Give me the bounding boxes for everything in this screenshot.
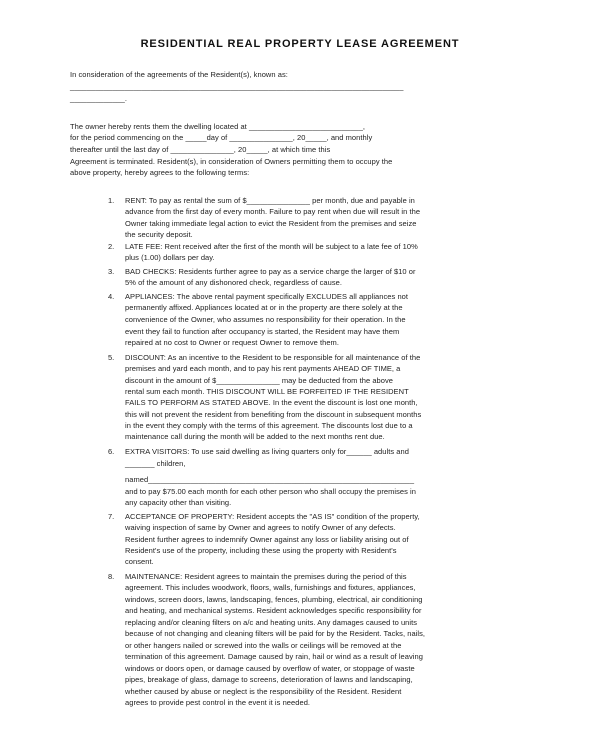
term-visitors-line: named_______________________________________________________________: [125, 475, 415, 484]
term-number: 8.: [108, 572, 115, 581]
term-late-fee-line: plus (1.00) dollars per day.: [125, 253, 215, 262]
term-late-fee-line: LATE FEE: Rent received after the first of the month will be subject to a late fee of 10%: [125, 242, 418, 251]
term-maintenance-line: whether caused by abuse or neglect is the responsibility of the Resident. Resident: [125, 687, 402, 696]
term-rent-line: the security deposit.: [125, 230, 193, 239]
preamble-line: above property, hereby agrees to the following terms:: [70, 168, 250, 177]
term-discount-line: premises and yard each month, and to pay his rent payments AHEAD OF TIME, a: [125, 364, 401, 373]
term-acceptance-line: ACCEPTANCE OF PROPERTY: Resident accepts the "AS IS" condition of the property,: [125, 512, 420, 521]
term-maintenance-line: MAINTENANCE: Resident agrees to maintain the premises during the period of this: [125, 572, 407, 581]
term-discount-line: this will not prevent the resident from benefiting from the discount in subsequent months: [125, 410, 422, 419]
term-number: 3.: [108, 267, 115, 276]
term-acceptance-line: Resident further agrees to indemnify Owner against any loss or liability arising out of: [125, 535, 409, 544]
term-number: 7.: [108, 512, 115, 521]
term-number: 5.: [108, 353, 115, 362]
term-rent-line: Owner taking immediate legal action to evict the Resident from the premises and seize: [125, 219, 417, 228]
term-maintenance-line: termination of this agreement. Damage caused by rain, hail or wind as a result of leaving: [125, 652, 423, 661]
term-maintenance-line: windows or doors open, or damage caused by overflow of water, or stoppage of waste: [125, 664, 415, 673]
intro-blank-line: _____________.: [70, 94, 128, 103]
preamble-line: for the period commencing on the _____day of _______________, 20_____, and monthly: [70, 133, 373, 142]
term-maintenance-line: replacing and/or cleaning filters on a/c and heating units. Any damages caused to units: [125, 618, 418, 627]
term-maintenance-line: and heating, and mechanical systems. Resident acknowledges specific responsibility for: [125, 606, 422, 615]
term-bad-checks-line: 5% of the amount of any dishonored check, regardless of cause.: [125, 278, 342, 287]
term-discount-line: rental sum each month. THIS DISCOUNT WILL BE FORFEITED IF THE RESIDENT: [125, 387, 409, 396]
term-maintenance-line: agreement. This includes woodwork, floors, walls, furnishings and fixtures, appliances,: [125, 583, 416, 592]
intro-blank-line: _______________________________________________________________________________: [70, 82, 404, 91]
term-acceptance-line: waiving inspection of same by Owner and agrees to notify Owner of any defects.: [125, 523, 396, 532]
term-discount-line: FAILS TO PERFORM AS STATED ABOVE. In the event the discount is lost one month,: [125, 398, 418, 407]
term-acceptance-line: consent.: [125, 557, 154, 566]
term-rent-line: RENT: To pay as rental the sum of $_______________ per month, due and payable in: [125, 196, 415, 205]
term-visitors-line: _______ children,: [125, 459, 186, 468]
term-maintenance-line: agrees to provide pest control in the event it is needed.: [125, 698, 311, 707]
term-maintenance-line: windows, screen doors, lawns, landscaping, fences, plumbing, electrical, air conditioning: [125, 595, 423, 604]
term-appliances-line: convenience of the Owner, who assumes no responsibility for their operation. In the: [125, 315, 406, 324]
term-maintenance-line: pipes, breakage of glass, damage to screens, deterioration of lawns and landscaping,: [125, 675, 413, 684]
document-title: RESIDENTIAL REAL PROPERTY LEASE AGREEMENT: [140, 38, 460, 50]
term-rent-line: advance from the first day of every month. Failure to pay rent when due will result in the: [125, 207, 421, 216]
term-maintenance-line: because of not changing and cleaning filters will be paid for by the Resident. Tacks, nails,: [125, 629, 426, 638]
term-discount-line: DISCOUNT: As an incentive to the Resident to be responsible for all maintenance of the: [125, 353, 421, 362]
term-appliances-line: APPLIANCES: The above rental payment specifically EXCLUDES all appliances not: [125, 292, 409, 301]
term-acceptance-line: Resident's use of the property, including these using the property with Resident's: [125, 546, 397, 555]
term-visitors-line: and to pay $75.00 each month for each other person who shall occupy the premises in: [125, 487, 416, 496]
term-number: 1.: [108, 196, 115, 205]
term-number: 4.: [108, 292, 115, 301]
term-appliances-line: permanently affixed. Appliances located at or in the property are there solely at the: [125, 303, 403, 312]
preamble-line: The owner hereby rents them the dwelling located at ___________________________,: [70, 122, 366, 131]
term-discount-line: maintenance call during the month will be added to the next months rent due.: [125, 432, 385, 441]
term-number: 2.: [108, 242, 115, 251]
term-visitors-line: any capacity other than visiting.: [125, 498, 232, 507]
term-visitors-line: EXTRA VISITORS: To use said dwelling as living quarters only for______ adults and: [125, 447, 409, 456]
term-discount-line: discount in the amount of $_______________ may be deducted from the above: [125, 376, 394, 385]
term-discount-line: in the event they comply with the terms of this agreement. The discounts lost due to a: [125, 421, 413, 430]
term-appliances-line: repaired at no cost to Owner or request Owner to remove them.: [125, 338, 339, 347]
term-bad-checks-line: BAD CHECKS: Residents further agree to pay as a service charge the larger of $10 or: [125, 267, 416, 276]
intro-line: In consideration of the agreements of the Resident(s), known as:: [70, 70, 288, 79]
term-number: 6.: [108, 447, 115, 456]
preamble-line: Agreement is terminated. Resident(s), in consideration of Owners permitting them to occupy the: [70, 157, 393, 166]
preamble-line: thereafter until the last day of _______________, 20_____, at which time this: [70, 145, 331, 154]
term-appliances-line: event they fail to function after occupancy is started, the Resident may have them: [125, 327, 400, 336]
term-maintenance-line: or other hangers nailed or screwed into the walls or ceilings will be removed at the: [125, 641, 402, 650]
